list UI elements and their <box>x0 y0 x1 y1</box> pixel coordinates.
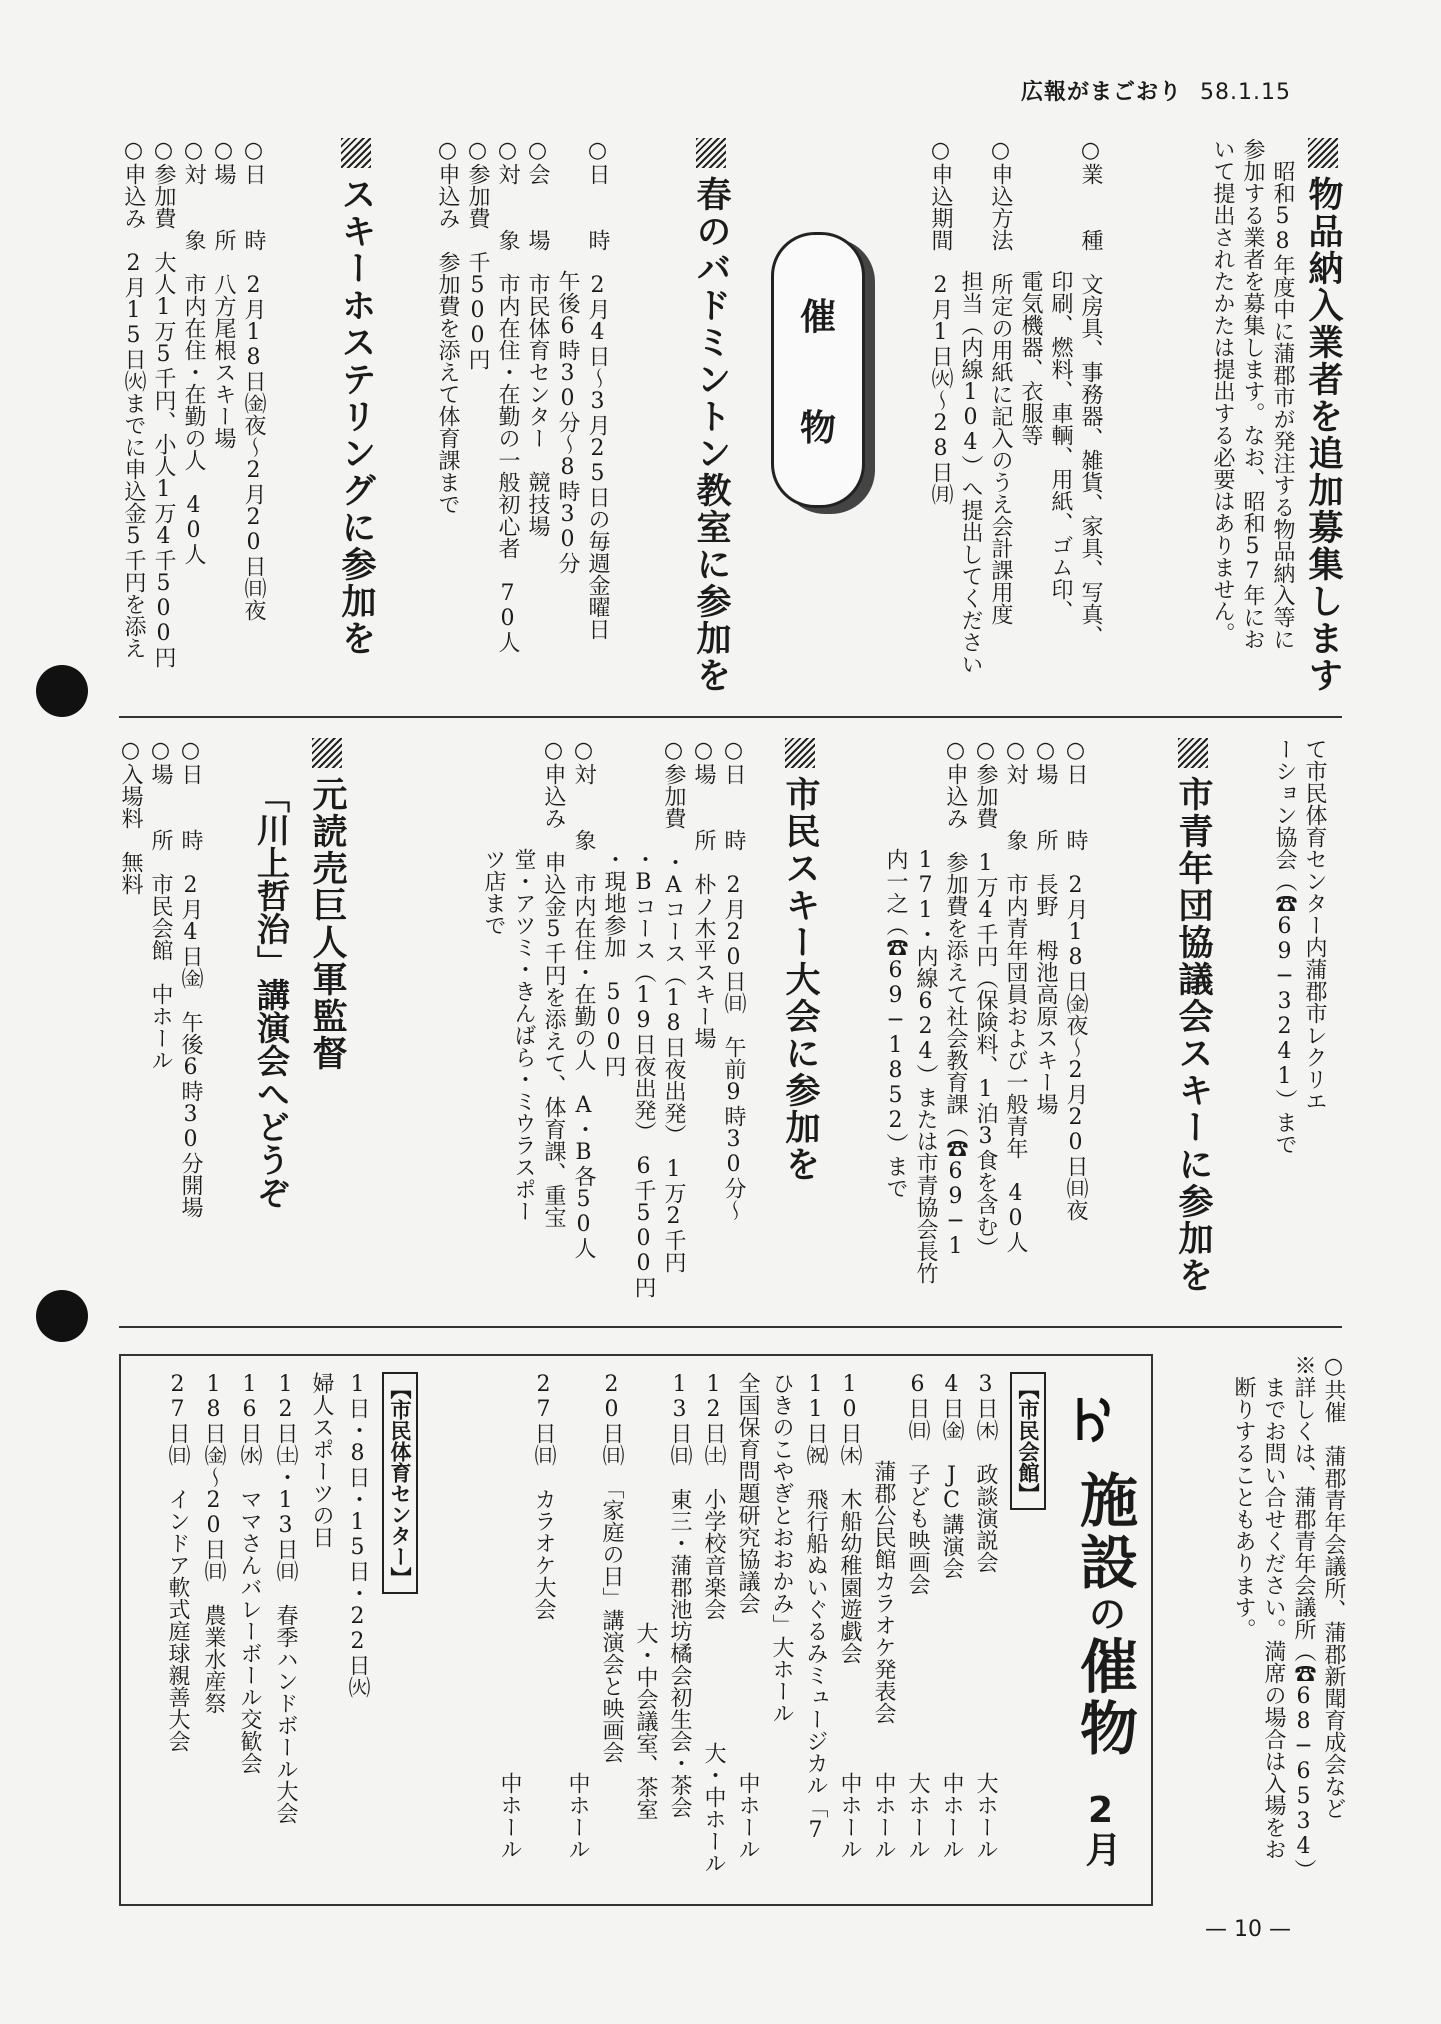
supplier-row-method: ○申込方法 所定の用紙に記入のうえ会計課用度 <box>988 138 1013 625</box>
supplier-details <box>925 138 1105 675</box>
gym-event: 16日㈬ ママさんバレーボール交歓会 <box>237 1372 262 1774</box>
hatch-mark <box>341 138 371 168</box>
orienteering-details <box>118 138 268 668</box>
citizen-ski-row-target: ○対 象 市内在住・在勤の人 A・B各50人 <box>571 738 596 1259</box>
hall-event-list <box>420 1372 1000 1882</box>
citizen-ski-row-fee-cont: ・Bコース（19日夜出発） 6千500円 <box>631 848 656 1298</box>
hatch-mark <box>1308 138 1338 168</box>
hall-event-place: 中ホール <box>497 1772 522 1860</box>
supplier-row-type: ○業 種 文房具、事務器、雑貨、家具、写真、 <box>1078 138 1103 647</box>
hall-event: ひきのこやぎとおおかみ」大ホール <box>769 1372 794 1724</box>
supplier-continued <box>1269 738 1329 1155</box>
hall-event: 11日㈷ 飛行船ぬいぐるみミュージカル「7 <box>803 1372 828 1843</box>
hall-event: 6日㈰ 子ども映画会 <box>905 1372 930 1595</box>
hall-event-place: 中ホール <box>565 1772 590 1860</box>
lecture-title-1: 元読売巨人軍監督 <box>306 738 348 1072</box>
citizen-ski-details <box>478 738 748 1298</box>
lecture-note-line: 断りすることもあります。 <box>1231 1376 1256 1640</box>
lecture-row-place: ○場 所 市民会館 中ホール <box>148 738 173 1071</box>
gym-event: 18日㈮～20日㈰ 農業水産祭 <box>201 1372 226 1714</box>
orienteering-row-target: ○対 象 市内在住・在勤の人 40人 <box>181 138 206 565</box>
lecture-title-2: 「川上哲治」講演会へどうぞ <box>252 780 291 1209</box>
hall-event: 全国保育問題研究協議会 <box>735 1372 760 1614</box>
lecture-note-line: ※詳しくは、蒲郡青年会議所（☎68─6534） <box>1291 1354 1316 1881</box>
hatch-mark <box>1178 738 1208 768</box>
badminton-details <box>432 138 612 653</box>
hall-event-place: 中ホール <box>939 1772 964 1860</box>
youth-ski-details <box>880 738 1090 1284</box>
badge-char: 催 <box>799 297 836 338</box>
lecture-details <box>115 738 205 1218</box>
section-divider-top <box>119 716 1342 718</box>
supplier-title: 物品納入業者を追加募集します <box>1302 138 1344 694</box>
hall-event-place: 大ホール <box>905 1772 930 1860</box>
badminton-row-fee: ○参加費 千500円 <box>465 138 490 370</box>
hall-event-place: 大ホール <box>973 1772 998 1860</box>
hall-event-place: 大・中ホール <box>701 1742 726 1874</box>
badminton-title: 春のバドミントン教室に参加を <box>690 138 732 694</box>
supplier-intro-line: 昭和58年度中に蒲郡市が発注する物品納入等に <box>1270 160 1295 650</box>
badminton-row-venue: ○会 場 市民体育センター 競技場 <box>525 138 550 537</box>
badminton-row-apply: ○申込み 参加費を添えて体育課まで <box>435 138 460 515</box>
hatch-mark <box>312 738 342 768</box>
facility-month: 2月 <box>1080 1790 1121 1867</box>
hall-event: 12日㈯ 小学校音楽会 <box>701 1372 726 1620</box>
lecture-row-date: ○日 時 2月4日㈮ 午後6時30分開場 <box>178 738 203 1218</box>
citizen-ski-title: 市民スキー大会に参加を <box>779 738 821 1183</box>
youth-ski-row-place: ○場 所 長野 栂池高原スキー場 <box>1033 738 1058 1115</box>
lecture-row-fee: ○入場料 無料 <box>118 738 143 895</box>
youth-ski-row-apply-cont: 内一之（☎69─1852）まで <box>883 848 908 1199</box>
supplier-row-type-cont: 電気機器、衣服等 <box>1018 270 1043 446</box>
hall-event-place: 中ホール <box>837 1772 862 1860</box>
lecture-row-sponsor: ○共催 蒲郡青年会議所、蒲郡新聞育成会など <box>1321 1354 1346 1819</box>
supplier-intro-line: 参加する業者を募集します。なお、昭和57年にお <box>1240 138 1265 650</box>
supplier-intro-line: いて提出されたかたは提出する必要はありません。 <box>1210 138 1235 644</box>
lecture-note-line: までお問い合せください。満席の場合は入場をお <box>1261 1376 1286 1860</box>
publication-date: 58.1.15 <box>1200 80 1291 105</box>
page-header <box>1021 75 1291 106</box>
hall-event: 20日㈰ 「家庭の日」講演会と映画会 <box>599 1372 624 1763</box>
youth-ski-row-date: ○日 時 2月18日㈮夜～2月20日㈰夜 <box>1063 738 1088 1221</box>
hall-event-place: 中ホール <box>735 1772 760 1860</box>
badge-char: 物 <box>799 408 836 449</box>
orienteering-row-place: ○場 所 八方尾根スキー場 <box>211 138 236 449</box>
punch-hole-top <box>36 665 88 717</box>
hall-section-label: 【市民会館】 <box>1010 1372 1046 1510</box>
city-emblem-icon <box>1070 1390 1118 1450</box>
badminton-row-date-cont: 午後6時30分～8時30分 <box>555 270 580 574</box>
supplier-row-type-cont: 印刷、燃料、車輌、用紙、ゴム印、 <box>1048 270 1073 622</box>
page-number: — 10 — <box>1205 1917 1291 1942</box>
badminton-row-date: ○日 時 2月4日～3月25日の毎週金曜日 <box>585 138 610 640</box>
supplier-intro <box>1187 138 1297 650</box>
youth-ski-row-target: ○対 象 市内青年団員および一般青年 40人 <box>1003 738 1028 1253</box>
orienteering-row-date: ○日 時 2月18日㈮夜～2月20日㈰夜 <box>241 138 266 621</box>
hatch-mark <box>696 138 726 168</box>
hall-event: 3日㈭ 政談演説会 <box>973 1372 998 1573</box>
citizen-ski-row-apply-cont: 堂・アツミ・きんばら・ミウラスポー <box>511 848 536 1222</box>
hall-event-place: 大・中会議室、茶室 <box>633 1622 658 1820</box>
facility-title: 施設の催物 <box>1070 1470 1138 1760</box>
youth-ski-row-fee: ○参加費 1万4千円（保険料、1泊3食を含む） <box>973 738 998 1259</box>
youth-ski-title: 市青年団協議会スキーに参加を <box>1172 738 1214 1294</box>
lecture-continued <box>1228 1354 1348 1881</box>
gym-event: 12日㈯・13日㈰ 春季ハンドボール大会 <box>273 1372 298 1824</box>
youth-ski-row-apply: ○申込み 参加費を添えて社会教育課（☎69─1 <box>943 738 968 1259</box>
gym-event: 婦人スポーツの日 <box>309 1372 334 1548</box>
hall-event: 13日㈰ 東三・蒲郡池坊橘会初生会・茶会 <box>667 1372 692 1818</box>
hatch-mark <box>785 738 815 768</box>
gym-event-list <box>140 1372 372 1882</box>
citizen-ski-row-place: ○場 所 朴ノ木平スキー場 <box>691 738 716 1049</box>
gym-event: 27日㈰ インドア軟式庭球親善大会 <box>165 1372 190 1752</box>
citizen-ski-row-apply: ○申込み 申込金5千円を添えて、体育課、重宝 <box>541 738 566 1228</box>
punch-hole-bottom <box>36 1290 88 1342</box>
badminton-row-target: ○対 象 市内在住・在勤の一般初心者 70人 <box>495 138 520 653</box>
hall-event: 10日㈭ 木船幼稚園遊戯会 <box>837 1372 862 1664</box>
supplier-cont-line: ーション協会（☎69─3241）まで <box>1272 738 1297 1155</box>
supplier-cont-line: て市民体育センター内蒲郡市レクリエ <box>1302 738 1327 1112</box>
orienteering-row-apply: ○申込み 2月15日㈫までに申込金5千円を添え <box>121 138 146 659</box>
gym-event: 1日・8日・15日・22日㈫ <box>345 1372 370 1698</box>
citizen-ski-row-fee-cont: ・現地参加 500円 <box>601 848 626 1077</box>
events-badge <box>771 232 865 508</box>
publication-name: 広報がまごおり <box>1021 80 1183 105</box>
gym-section-label: 【市民体育センター】 <box>382 1372 418 1594</box>
section-divider-bottom <box>119 1326 1342 1328</box>
orienteering-row-fee: ○参加費 大人1万5千円、小人1万4千500円 <box>151 138 176 668</box>
orienteering-title: スキーホステリングに参加を <box>335 138 377 657</box>
citizen-ski-row-apply-cont: ツ店まで <box>481 848 506 936</box>
citizen-ski-row-date: ○日 時 2月20日㈰ 午前9時30分～ <box>721 738 746 1221</box>
citizen-ski-row-fee: ○参加費 ・Aコース（18日夜出発） 1万2千円 <box>661 738 686 1273</box>
hall-event: 蒲郡公民館カラオケ発表会 <box>871 1460 896 1724</box>
supplier-row-period: ○申込期間 2月1日㈫～28日㈪ <box>928 138 953 505</box>
youth-ski-row-apply-cont: 171・内線624）または市青協会長竹 <box>913 848 938 1284</box>
hall-event: 4日㈮ JC講演会 <box>939 1372 964 1579</box>
hall-event: 27日㈰ カラオケ大会 <box>531 1372 556 1620</box>
hall-event-place: 中ホール <box>871 1772 896 1860</box>
supplier-row-method-cont: 担当（内線104）へ提出してください <box>958 270 983 675</box>
